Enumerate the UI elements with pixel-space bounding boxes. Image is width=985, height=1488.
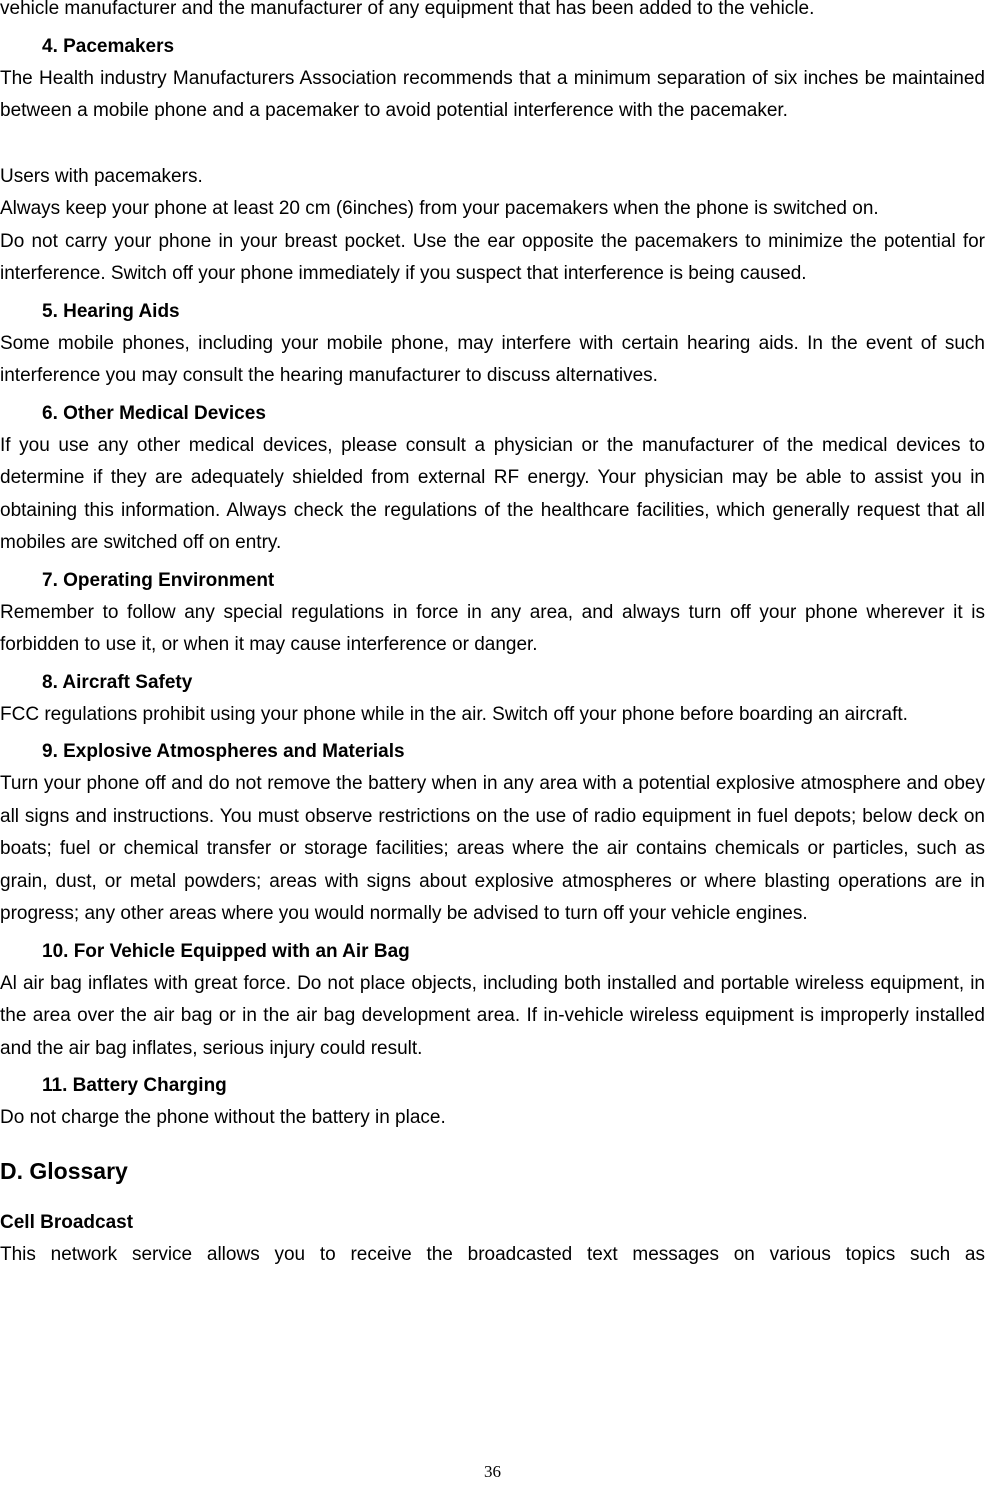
medical-devices-paragraph: If you use any other medical devices, please consult a physician or the manufacturer of the medical devices to determine if they are adequately shielded from external RF energy. Your physician may be able to assist you in obtaining this information. Always check the regulations of the healthcare facilities, which generally request that all mobiles are switched off on entry. [0,434,985,553]
hearing-aids-paragraph: Some mobile phones, including your mobile phone, may interfere with certain hearing aids. In the event of such interference you may consult the hearing manufacturer to discuss alternatives. [0,332,985,386]
section-heading-pacemakers: 4. Pacemakers [42,35,175,57]
section-heading-medical-devices: 6. Other Medical Devices [42,402,266,424]
section-heading-aircraft-safety: 8. Aircraft Safety [42,671,193,693]
blank-line [0,128,985,161]
section-heading-hearing-aids: 5. Hearing Aids [42,300,180,322]
explosive-atmospheres-paragraph: Turn your phone off and do not remove the battery when in any area with a potential explosive atmosphere and obey all signs and instructions. You must observe restrictions on the use of radio equipment in fuel depots; below deck on boats; fuel or chemical transfer or storage facilities; areas where the air contains chemicals or particles, such as grain, dust, or metal powders; areas with signs about explosive atmospheres or where blasting operations are in progress; any other areas where you would normally be advised to turn off your vehicle engines. [0,773,985,924]
section-heading-explosive-atmospheres: 9. Explosive Atmospheres and Materials [42,741,405,762]
pacemakers-users-line: Users with pacemakers. [0,165,203,187]
section-heading-battery-charging: 11. Battery Charging [42,1075,227,1096]
page-number: 36 [484,1462,501,1481]
air-bag-paragraph: Al air bag inflates with great force. Do not place objects, including both installed and portable wireless equipment, in the area over the air bag or in the air bag development area. If in-vehicle wireless equipment is improperly installed and the air bag inflates, serious injury could result. [0,972,985,1059]
pacemakers-pocket-paragraph: Do not carry your phone in your breast pocket. Use the ear opposite the pacemakers to minimize the potential for interference. Switch off your phone immediately if you suspect that interference is being caused. [0,230,985,284]
battery-charging-paragraph: Do not charge the phone without the battery in place. [0,1107,446,1128]
section-heading-air-bag: 10. For Vehicle Equipped with an Air Bag [42,940,410,962]
operating-environment-paragraph: Remember to follow any special regulations in force in any area, and always turn off your phone wherever it is forbidden to use it, or when it may cause interference or danger. [0,601,985,655]
aircraft-safety-paragraph: FCC regulations prohibit using your phone while in the air. Switch off your phone before boarding an aircraft. [0,703,908,725]
pacemakers-distance-line: Always keep your phone at least 20 cm (6inches) from your pacemakers when the phone is switched on. [0,198,879,219]
glossary-title: D. Glossary [0,1157,128,1184]
intro-line: vehicle manufacturer and the manufacturer of any equipment that has been added to the vehicle. [0,0,815,19]
glossary-definition: This network service allows you to receive the broadcasted text messages on various topics such as [0,1243,985,1265]
glossary-term: Cell Broadcast [0,1211,134,1233]
section-heading-operating-environment: 7. Operating Environment [42,569,275,591]
pacemakers-paragraph: The Health industry Manufacturers Association recommends that a minimum separation of six inches be maintained between a mobile phone and a pacemaker to avoid potential interference with the pacemaker. [0,67,985,121]
